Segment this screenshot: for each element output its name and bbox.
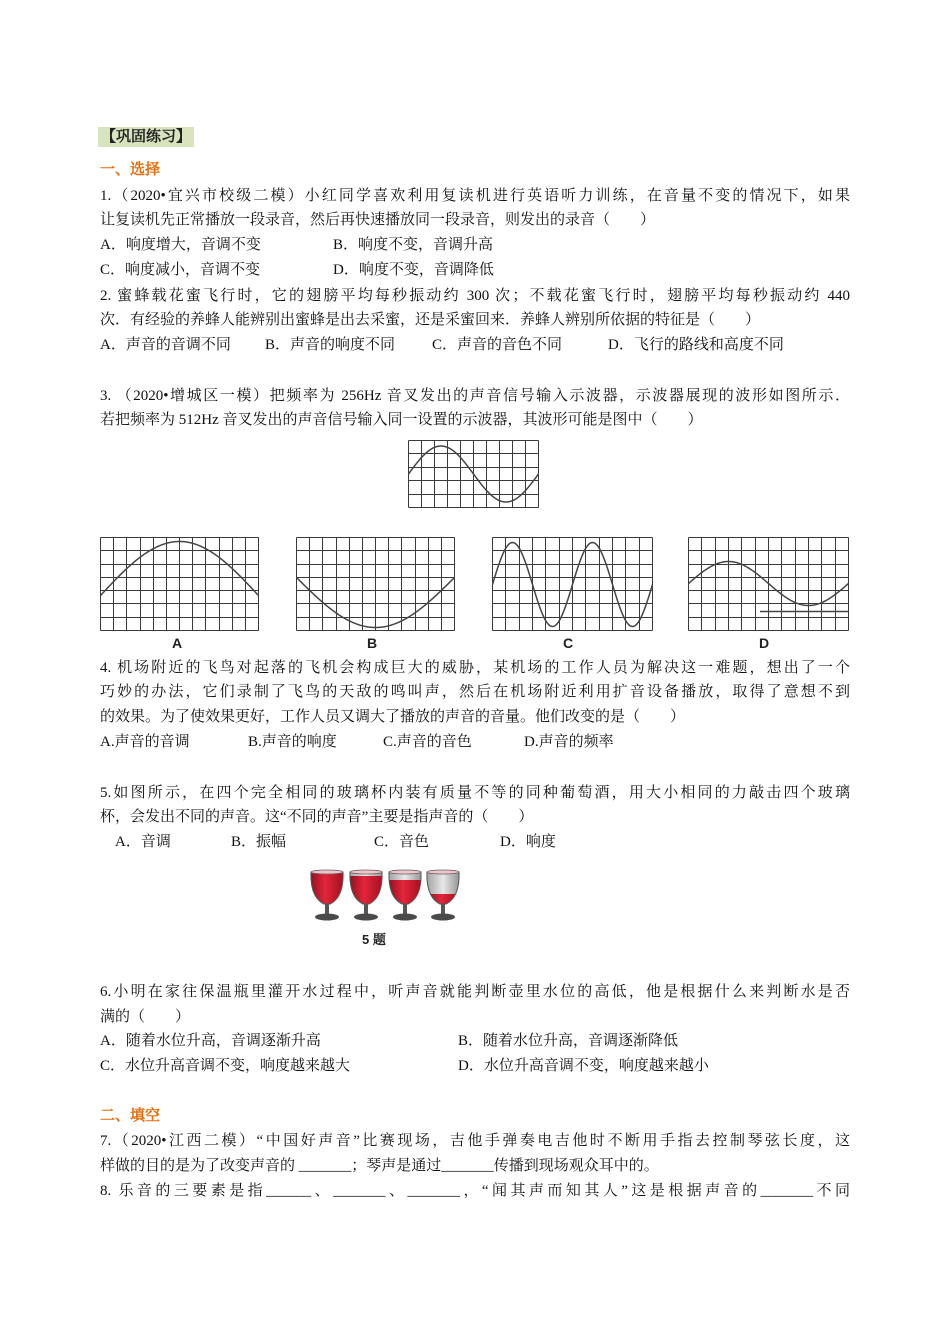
q7-line-1: 7.（2020•江西二模）“中国好声音”比赛现场，吉他手弹奏电吉他时不断用手指去控制琴弦长度，这 xyxy=(100,1133,850,1149)
grid-lines xyxy=(101,538,259,631)
q6-option-b: B．随着水位升高，音调逐渐降低 xyxy=(458,1033,679,1049)
q2-line-2: 次．有经验的养蜂人能辨别出蜜蜂是出去采蜜，还是采蜜回来．养蜂人辨别所依据的特征是（ ） xyxy=(100,312,761,328)
oscilloscope-option-c xyxy=(492,537,653,631)
q6-option-d: D．水位升高音调不变，响度越来越小 xyxy=(458,1058,709,1074)
glass-base xyxy=(393,914,417,921)
q2-line-1: 2. 蜜蜂载花蜜飞行时，它的翅膀平均每秒振动约 300 次；不载花蜜飞行时，翅膀平均每秒振动约 440 xyxy=(100,288,850,304)
figure-caption-q5: 5 题 xyxy=(362,932,386,947)
wine-glass xyxy=(425,870,461,921)
q5-line-2: 杯，会发出不同的声音。这“不同的声音”主要是指声音的（ ） xyxy=(100,809,534,825)
q1-line-2: 让复读机先正常播放一段录音，然后再快速播放同一段录音，则发出的录音（ ） xyxy=(100,212,656,228)
q2-option-b: B．声音的响度不同 xyxy=(265,337,396,353)
q5-option-b: B．振幅 xyxy=(231,834,287,850)
q4-line-1: 4. 机场附近的飞鸟对起落的飞机会构成巨大的威胁，某机场的工作人员为解决这一难题，想出了一个 xyxy=(100,660,850,676)
wine-glass xyxy=(348,870,384,921)
q8-line-1: 8. 乐音的三要素是指______、_______、_______，“闻其声而知其人”这是根据声音的_______不同 xyxy=(100,1183,850,1199)
wine-glass xyxy=(309,870,345,921)
glass-stem xyxy=(441,904,445,915)
glass-rim xyxy=(311,870,343,874)
q3-line-2: 若把频率为 512Hz 音叉发出的声音信号输入同一设置的示波器，其波形可能是图中（ ） xyxy=(100,412,703,428)
q5-option-a: A．音调 xyxy=(115,834,171,850)
q6-line-2: 满的（ ） xyxy=(100,1009,191,1025)
wine-glasses-figure xyxy=(305,868,470,926)
glass-base xyxy=(315,914,339,921)
wine-fill xyxy=(309,873,345,908)
oscilloscope-option-b xyxy=(296,537,455,631)
figure-label-d: D xyxy=(758,635,770,651)
q4-line-2: 巧妙的办法，它们录制了飞鸟的天敌的鸣叫声，然后在机场附近利用扩音设备播放，取得了意想不到 xyxy=(100,684,850,700)
q2-option-a: A．声音的音调不同 xyxy=(100,337,231,353)
q6-option-a: A．随着水位升高，音调逐渐升高 xyxy=(100,1033,321,1049)
oscilloscope-option-d xyxy=(688,537,849,631)
q6-option-c: C．水位升高音调不变，响度越来越大 xyxy=(100,1058,351,1074)
q5-option-c: C．音色 xyxy=(374,834,430,850)
q4-option-c: C.声音的音色 xyxy=(383,734,472,750)
figure-label-c: C xyxy=(562,635,574,651)
glass-rim xyxy=(350,870,382,874)
section-header: 【巩固练习】 xyxy=(98,127,194,147)
part-title-fill: 二、填空 xyxy=(100,1108,161,1124)
figure-label-b: B xyxy=(366,635,378,651)
q1-option-d: D．响度不变，音调降低 xyxy=(333,262,494,278)
wine-glass xyxy=(387,870,423,921)
q6-line-1: 6.小明在家往保温瓶里灌开水过程中，听声音就能判断壶里水位的高低，他是根据什么来判断水是否 xyxy=(100,984,850,1000)
glass-stem xyxy=(403,904,407,915)
q5-line-1: 5.如图所示，在四个完全相同的玻璃杯内装有质量不等的同种葡萄酒，用大小相同的力敲击四个玻璃 xyxy=(100,785,850,801)
wine-fill xyxy=(348,876,384,908)
q1-line-1: 1.（2020•宜兴市校级二模）小红同学喜欢利用复读机进行英语听力训练，在音量不变的情况下，如果 xyxy=(100,188,850,204)
q5-option-d: D．响度 xyxy=(500,834,556,850)
q1-option-b: B．响度不变，音调升高 xyxy=(333,237,494,253)
glass-base xyxy=(431,914,455,921)
glass-rim xyxy=(389,870,421,874)
glass-stem xyxy=(364,904,368,915)
glass-base xyxy=(354,914,378,921)
part-title-choice: 一、选择 xyxy=(100,162,161,178)
q4-option-d: D.声音的频率 xyxy=(524,734,614,750)
q3-line-1: 3. （2020•增城区一模）把频率为 256Hz 音叉发出的声音信号输入示波器，示波器展现的波形如图所示． xyxy=(100,388,850,404)
oscilloscope-reference-waveform xyxy=(408,440,539,508)
q7-line-2: 样做的目的是为了改变声音的 _______；琴声是通过_______传播到现场观众耳中的。 xyxy=(100,1158,659,1174)
q2-option-d: D．飞行的路线和高度不同 xyxy=(608,337,784,353)
q4-line-3: 的效果。为了使效果更好，工作人员又调大了播放的声音的音量。他们改变的是（ ） xyxy=(100,709,686,725)
figure-label-a: A xyxy=(171,635,183,651)
glass-rim xyxy=(427,870,459,874)
q4-option-a: A.声音的音调 xyxy=(100,734,190,750)
grid-lines xyxy=(297,538,455,631)
q1-option-a: A．响度增大，音调不变 xyxy=(100,237,261,253)
q1-option-c: C．响度减小，音调不变 xyxy=(100,262,261,278)
glass-stem xyxy=(325,904,329,915)
q4-option-b: B.声音的响度 xyxy=(248,734,337,750)
q2-option-c: C．声音的音色不同 xyxy=(432,337,563,353)
oscilloscope-option-a xyxy=(100,537,259,631)
